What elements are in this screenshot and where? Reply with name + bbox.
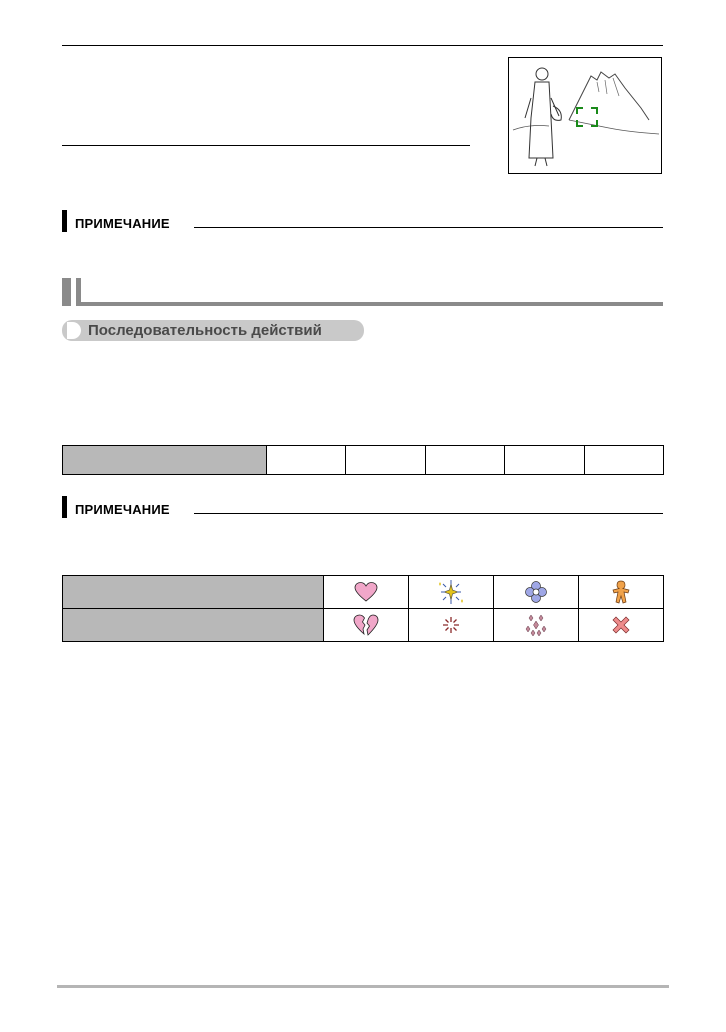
note-line (194, 227, 663, 228)
table-row (63, 446, 664, 475)
broken-heart-icon (352, 613, 380, 637)
table-row (63, 609, 664, 642)
sparkle-icon (436, 579, 466, 605)
top-rule (62, 45, 663, 46)
settings-table (62, 445, 664, 475)
table-cell (409, 609, 494, 642)
note-line (194, 513, 663, 514)
cross-icon (611, 615, 631, 635)
table-cell (579, 609, 664, 642)
table-cell (324, 576, 409, 609)
gingerbread-icon (611, 580, 631, 604)
camera-preview-image (508, 57, 662, 174)
note-label: ПРИМЕЧАНИЕ (75, 216, 170, 231)
flower-icon (524, 580, 548, 604)
table-row (63, 576, 664, 609)
table-cell (505, 446, 584, 475)
table-header-cell (63, 576, 324, 609)
table-header-cell (63, 446, 267, 475)
table-cell (409, 576, 494, 609)
table-cell (494, 609, 579, 642)
divider-rule (62, 145, 470, 146)
table-cell (584, 446, 663, 475)
preview-illustration (509, 58, 661, 173)
table-header-cell (63, 609, 324, 642)
table-cell (425, 446, 504, 475)
heart-icon (353, 581, 379, 603)
table-cell (579, 576, 664, 609)
table-cell (324, 609, 409, 642)
note-heading (62, 496, 663, 518)
note-heading (62, 210, 663, 232)
table-cell (494, 576, 579, 609)
table-cell (346, 446, 425, 475)
small-burst-icon (441, 615, 461, 635)
note-label: ПРИМЕЧАНИЕ (75, 502, 170, 517)
cluster-icon (523, 613, 549, 637)
note-bar (62, 496, 67, 518)
icon-table (62, 575, 664, 642)
note-bar (62, 210, 67, 232)
footer-rule (57, 985, 669, 988)
table-cell (267, 446, 346, 475)
section-header (62, 278, 663, 306)
procedure-label: Последовательность действий (88, 322, 322, 339)
procedure-heading (62, 320, 364, 341)
